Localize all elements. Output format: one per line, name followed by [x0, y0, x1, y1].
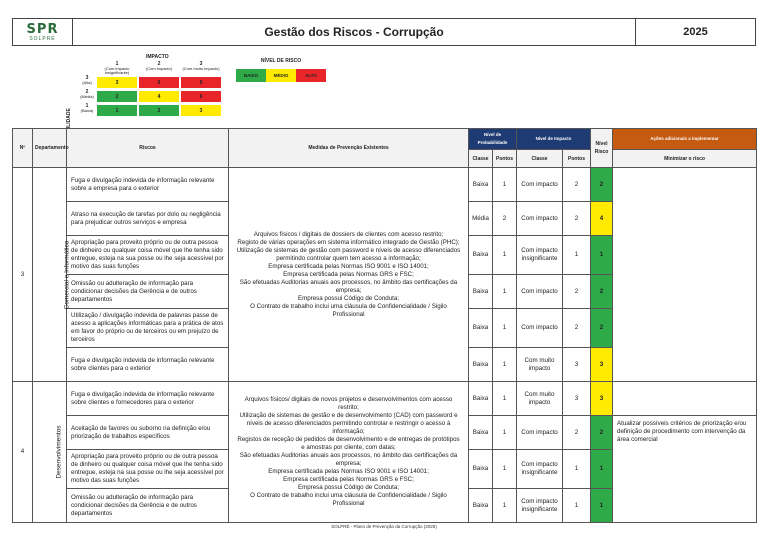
risk-text: Apropriação para proveito próprio ou de outra pessoa de dinheiro ou qualquer coisa móvel que lhe tenha sido entregue, esteja na sua posse ou lhe seja acessível por motivo das suas funções: [67, 450, 229, 489]
prob-points: 1: [493, 309, 517, 348]
impact-col-num: 3: [199, 61, 203, 67]
prob-points: 2: [493, 202, 517, 236]
col-header-nivel: Nível Risco: [591, 129, 613, 168]
document-year: 2025: [635, 19, 755, 45]
matrix-cell: 2: [138, 104, 180, 117]
prob-class: Baixa: [469, 450, 493, 489]
impact-col-num: 2: [157, 61, 161, 67]
action-cell: [613, 382, 757, 416]
risk-text: Atraso na execução de tarefas por dolo ou negligência para prejudicar outros serviços e empresa: [67, 202, 229, 236]
impact-col-label: (Com impacto): [145, 65, 173, 71]
prob-row-num: 2: [85, 89, 89, 95]
prob-class: Baixa: [469, 382, 493, 416]
band-impact: Nível de Impacto: [517, 129, 591, 150]
risk-text: Fuga e divulgação indevida de informação relevante sobre clientes para o exterior: [67, 348, 229, 382]
prob-class: Média: [469, 202, 493, 236]
prob-row-1: [80, 104, 94, 113]
risk-level-low: BAIXO: [236, 69, 266, 82]
prob-row-num: 3: [85, 75, 89, 81]
col-header-minimizar: Minimizar o risco: [613, 150, 757, 168]
prob-class: Baixa: [469, 416, 493, 450]
risk-level-value: 2: [591, 309, 613, 348]
matrix-cell: 3: [96, 76, 138, 89]
document-title: Gestão dos Riscos - Corrupção: [264, 25, 444, 39]
col-header-pontos: Pontos: [493, 150, 517, 168]
impact-points: 2: [563, 202, 591, 236]
prob-row-label: (Alta): [82, 79, 92, 85]
page-footer: SOLPRÉ - Plano de Prevenção da Corrupção (2025): [331, 524, 437, 529]
prob-points: 1: [493, 416, 517, 450]
table-row: [13, 168, 757, 202]
risk-text: Omissão ou adulteração de informação para condicionar decisões da Gerência e de outros departamentos: [67, 275, 229, 309]
col-header-num: Nº: [13, 129, 33, 168]
matrix-cell: 6: [180, 90, 222, 103]
risk-level-value: 1: [591, 236, 613, 275]
impact-class: Com impacto: [517, 168, 563, 202]
impact-class: Com impacto: [517, 309, 563, 348]
prob-class: Baixa: [469, 275, 493, 309]
prob-points: 1: [493, 450, 517, 489]
impact-col-num: 1: [115, 61, 119, 67]
band-probability: Nível de Probabilidade: [469, 129, 517, 150]
impact-col-3: [180, 62, 222, 71]
col-header-dept: Departamento: [33, 129, 67, 168]
dept-name: [33, 382, 67, 523]
impact-col-1: [96, 62, 138, 76]
impact-points: 3: [563, 348, 591, 382]
impact-class: Com muito impacto: [517, 382, 563, 416]
prevention-measures: [229, 168, 469, 382]
dept-number: 3: [13, 168, 33, 382]
risk-level-value: 3: [591, 348, 613, 382]
prob-class: Baixa: [469, 489, 493, 523]
impact-points: 2: [563, 275, 591, 309]
risk-text: Omissão ou adulteração de informação para condicionar decisões da Gerência e de outros departamentos: [67, 489, 229, 523]
matrix-title: IMPACTO: [146, 54, 169, 60]
risk-level-value: 1: [591, 450, 613, 489]
table-row: [13, 382, 757, 416]
risk-level-value: 2: [591, 275, 613, 309]
prob-class: Baixa: [469, 168, 493, 202]
band-actions: Ações adicionais a implementar: [613, 129, 757, 150]
matrix-cell: 4: [138, 90, 180, 103]
impact-class: Com impacto: [517, 202, 563, 236]
prob-points: 1: [493, 382, 517, 416]
impact-class: Com impacto insignificante: [517, 450, 563, 489]
impact-points: 3: [563, 382, 591, 416]
risk-level-medium: MÉDIO: [266, 69, 296, 82]
risk-text: Utilização / divulgação indevida de palavras passe de acesso a aplicações informáticas para a prática de atos em favor do próprio ou de terceiros ou em prejuízo de terceiros: [67, 309, 229, 348]
impact-col-2: [138, 62, 180, 71]
impact-points: 2: [563, 168, 591, 202]
prob-row-num: 1: [85, 103, 89, 109]
prevention-measures: [229, 382, 469, 523]
logo-subtitle: SOLPRÉ: [29, 35, 56, 42]
prob-points: 1: [493, 236, 517, 275]
risk-level-value: 3: [591, 382, 613, 416]
dept-name-text: Desenvolvimentos: [55, 425, 63, 479]
risk-level-value: 4: [591, 202, 613, 236]
impact-points: 2: [563, 309, 591, 348]
risk-table: [12, 128, 757, 523]
matrix-cell: 9: [180, 76, 222, 89]
risk-text: Fuga e divulgação indevida de informação relevante sobre clientes e fornecedores para o exterior: [67, 382, 229, 416]
prob-points: 1: [493, 489, 517, 523]
impact-class: Com impacto insignificante: [517, 489, 563, 523]
prob-row-label: (Baixa): [80, 107, 94, 113]
impact-points: 2: [563, 416, 591, 450]
risk-level-row: [236, 69, 326, 82]
col-header-measures: Medidas de Prevenção Existentes: [229, 129, 469, 168]
matrix-cell: 1: [96, 104, 138, 117]
prob-class: Baixa: [469, 309, 493, 348]
col-header-classe: Classe: [469, 150, 493, 168]
impact-points: 1: [563, 450, 591, 489]
col-header-pontos-impact: Pontos: [563, 150, 591, 168]
risk-level-legend: [236, 58, 326, 82]
company-logo: [13, 19, 73, 45]
col-header-classe-impact: Classe: [517, 150, 563, 168]
prob-points: 1: [493, 168, 517, 202]
matrix-cell: 6: [138, 76, 180, 89]
prob-class: Baixa: [469, 348, 493, 382]
risk-text: Apropriação para proveito próprio ou de outra pessoa de dinheiro ou qualquer coisa móvel que lhe tenha sido entregue, esteja na sua posse ou lhe seja acessível por motivo das suas funções: [67, 236, 229, 275]
col-header-risks: Riscos: [67, 129, 229, 168]
measures-text: Arquivos físicos/ digitais de novos projetos e desenvolvimentos com acesso restrito; Utilização de sistemas de gestão e de desenvolvimento (CAD) com password e níveis de acesso diferenciados permitindo controlar e restringir o acesso à informação; Registos de receção de pedidos de desenvolvimento e de entregas de protótipos e amostras por cliente, com datas; São efetuadas Auditorias anuais aos processos, no âmbito das certificações da empresa; Empresa certificada pelas Normas ISO 9001 e ISO 14001; Empresa certificada pelas Normas GRS e FSC; Empresa possui Código de Conduta; O Contrato de trabalho inclui uma cláusula de Confidencialidade / Sigilo Profissional: [237, 396, 460, 507]
risk-level-value: 2: [591, 416, 613, 450]
document-header: [12, 18, 756, 46]
impact-matrix: [66, 54, 226, 124]
dept-name-text: Comercial e Informática: [63, 240, 71, 309]
dept-name: [33, 168, 71, 382]
impact-class: Com impacto: [517, 416, 563, 450]
risk-level-value: 2: [591, 168, 613, 202]
prob-row-3: [80, 76, 94, 85]
impact-class: Com impacto insignificante: [517, 236, 563, 275]
prob-points: 1: [493, 348, 517, 382]
matrix-cell: 3: [180, 104, 222, 117]
risk-text: Fuga e divulgação indevida de informação relevante sobre a empresa para o exterior: [67, 168, 229, 202]
impact-col-label: (Com muito impacto): [182, 65, 220, 71]
impact-class: Com muito impacto: [517, 348, 563, 382]
impact-points: 1: [563, 236, 591, 275]
prob-class: Baixa: [469, 236, 493, 275]
action-cell: [613, 168, 757, 382]
matrix-cell: 2: [96, 90, 138, 103]
impact-col-label: (Com impacto insignificante): [104, 65, 130, 75]
impact-class: Com impacto: [517, 275, 563, 309]
risk-text: Aceitação de favores ou suborno na definição e/ou priorização de trabalhos específicos: [67, 416, 229, 450]
risk-level-title: NÍVEL DE RISCO: [260, 58, 302, 64]
measures-text: Arquivos físicos / digitais de dossiers de clientes com acesso restrito; Registo de várias operações em sistema informático integrado de Gestão (PHC); Utilização de sistemas de gestão com password e níveis de acesso diferenciados permitindo controlar quem tem acesso a informação; Empresa certificada pelas Normas ISO 9001 e ISO 14001; Empresa certificada pelas Normas GRS e FSC; São efetuadas Auditorias anuais aos processos, no âmbito das certificações da empresa; Empresa possui Código de Conduta; O Contrato de trabalho inclui uma cláusula de Confidencialidade / Sigilo Profissional: [236, 230, 461, 318]
prob-row-2: [80, 90, 94, 99]
impact-points: 1: [563, 489, 591, 523]
action-text: Atualizar possíveis critérios de priorização e/ou definição de procedimento com intervenção da área comercial: [613, 416, 757, 523]
prob-row-label: (Média): [80, 93, 94, 99]
dept-number: 4: [13, 382, 33, 523]
risk-level-high: ALTO: [296, 69, 326, 82]
logo-mark: SPR: [26, 21, 59, 37]
prob-points: 1: [493, 275, 517, 309]
risk-level-value: 1: [591, 489, 613, 523]
